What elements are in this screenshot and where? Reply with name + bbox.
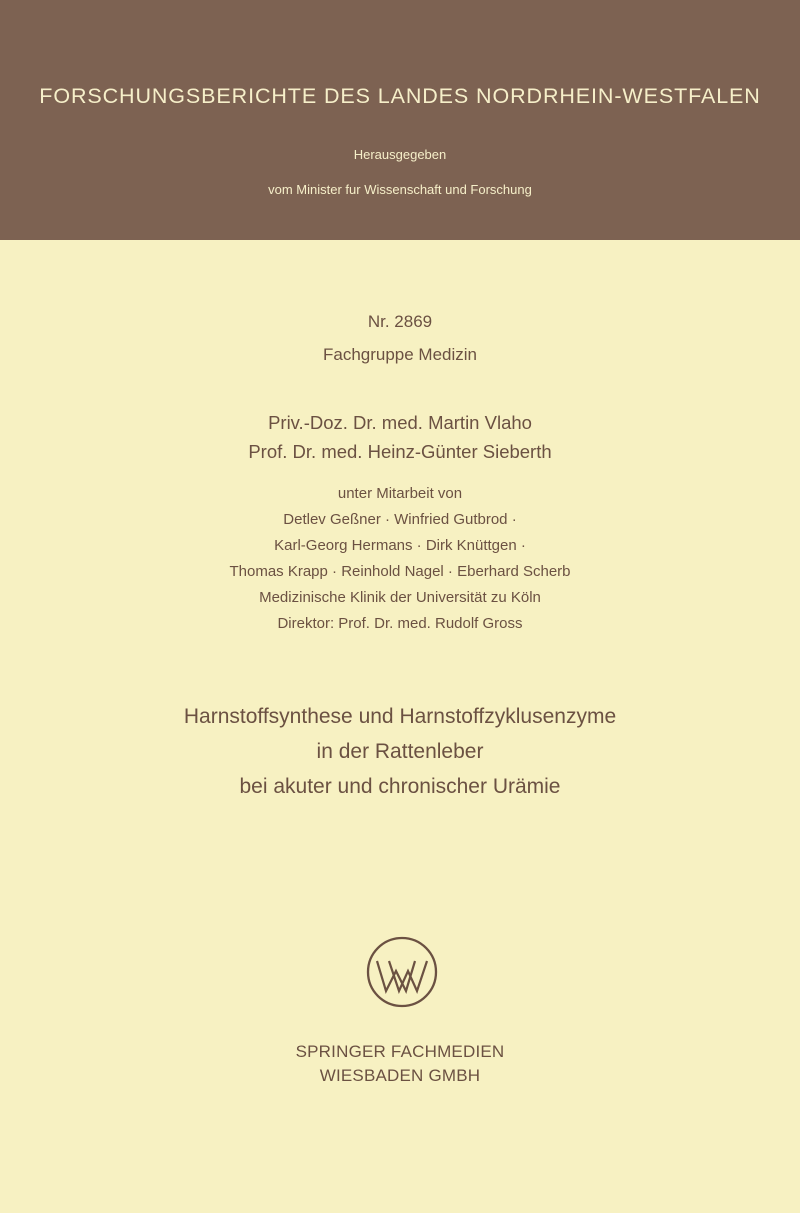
report-title-line-3: bei akuter und chronischer Urämie (239, 775, 561, 798)
report-title-line-1: Harnstoffsynthese und Harnstoffzyklusenzyme (183, 705, 617, 728)
report-number: Nr. 2869 (367, 312, 433, 331)
series-title: FORSCHUNGSBERICHTE DES LANDES NORDRHEIN-WESTFALEN (39, 84, 761, 108)
institution-director: Direktor: Prof. Dr. med. Rudolf Gross (277, 615, 523, 632)
collaborators-line-3: Thomas Krapp · Reinhold Nagel · Eberhard Scherb (229, 563, 571, 580)
imprint-line-1: SPRINGER FACHMEDIEN (295, 1042, 505, 1061)
collaboration-label: unter Mitarbeit von (337, 485, 463, 502)
publisher-logo-icon (365, 935, 439, 1009)
author-primary: Priv.-Doz. Dr. med. Martin Vlaho (268, 412, 532, 433)
collaborators-line-2: Karl-Georg Hermans · Dirk Knüttgen · (274, 537, 526, 554)
institution-name: Medizinische Klinik der Universität zu Köln (259, 589, 541, 606)
published-by-label: Herausgegeben (353, 147, 447, 162)
publisher-name: vom Minister fur Wissenschaft und Forschung (268, 182, 532, 197)
author-secondary: Prof. Dr. med. Heinz-Günter Sieberth (248, 441, 552, 462)
collaborators-line-1: Detlev Geßner · Winfried Gutbrod · (283, 511, 517, 528)
series-header-band (0, 0, 800, 240)
report-title-line-2: in der Rattenleber (316, 740, 484, 763)
imprint-line-2: WIESBADEN GMBH (319, 1066, 481, 1085)
subject-group: Fachgruppe Medizin (322, 345, 478, 364)
